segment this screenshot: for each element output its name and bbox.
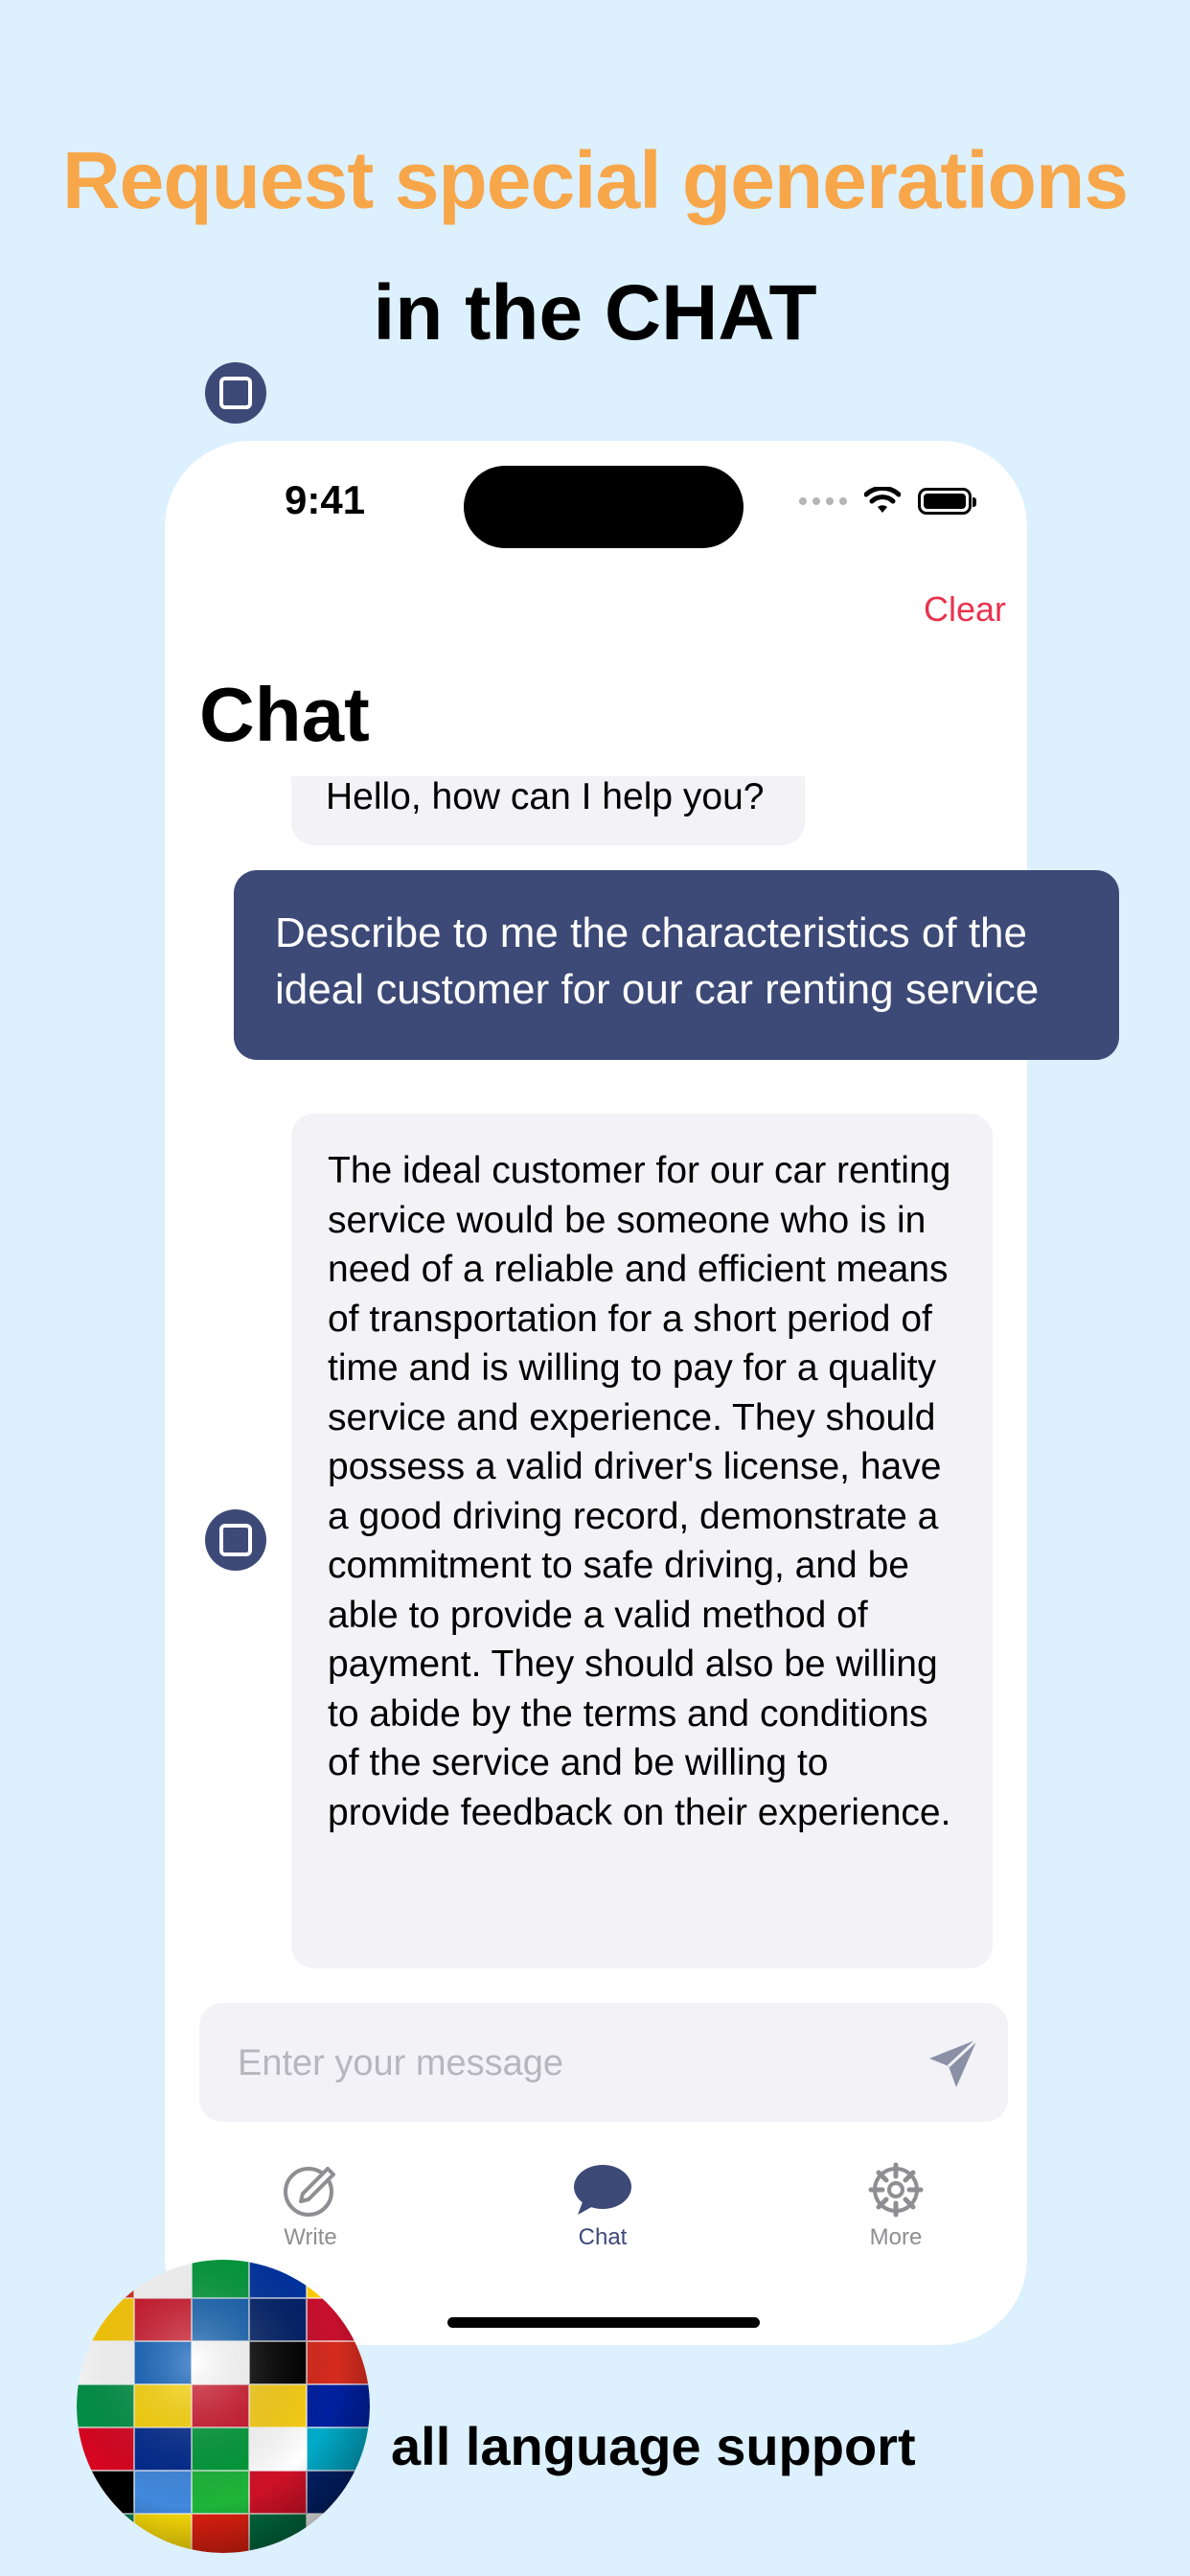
dynamic-island (464, 466, 744, 548)
tab-bar (165, 2161, 1027, 2276)
battery-icon (918, 488, 972, 515)
bot-message-text: The ideal customer for our car renting service would be someone who is in need of a reliable and efficient means of transportation for a short period of time and is willing to pay for a quality service and experience. They should possess a valid driver's license, have a good driving record, demonstrate a commitment to safe driving, and be able to provide a valid method of payment. They should also be willing to abide by the terms and conditions of the service and be willing to provide feedback on their experience. (328, 1150, 951, 1833)
bot-message (291, 1114, 993, 1968)
headline-primary: Request special generations (61, 135, 1129, 225)
user-message-text: Describe to me the characteristics of the ideal customer for our car renting service (275, 909, 1040, 1013)
home-indicator (447, 2317, 760, 2328)
gear-icon (867, 2161, 925, 2219)
bot-message-text: Hello, how can I help you? (326, 776, 765, 817)
phone-frame (165, 441, 1040, 2345)
footer-tagline: all language support (391, 2416, 916, 2476)
tab-label: Write (284, 2224, 337, 2250)
send-icon[interactable] (926, 2034, 983, 2091)
tab-label: More (869, 2224, 923, 2250)
tab-label: Chat (578, 2224, 628, 2250)
tab-more[interactable] (800, 2161, 992, 2251)
tab-write[interactable] (215, 2161, 406, 2251)
pencil-circle-icon (282, 2161, 339, 2219)
status-icons (799, 487, 972, 516)
flag-globe-icon (77, 2260, 370, 2553)
wifi-icon (864, 487, 901, 516)
message-input[interactable] (236, 2003, 910, 2124)
message-list[interactable] (165, 776, 1040, 2396)
headline-secondary: in the CHAT (373, 269, 817, 356)
chat-bubble-icon (572, 2161, 633, 2219)
message-input-bar[interactable] (199, 2003, 1008, 2122)
clear-button[interactable]: Clear (923, 589, 1006, 629)
bot-avatar-icon (205, 362, 266, 424)
signal-dots-icon (799, 497, 847, 505)
bot-message (291, 776, 805, 845)
page-title: Chat (199, 672, 370, 757)
user-message (234, 870, 1119, 1060)
status-time: 9:41 (285, 477, 366, 522)
tab-chat[interactable] (507, 2161, 698, 2251)
bot-avatar-icon (205, 1509, 266, 1571)
